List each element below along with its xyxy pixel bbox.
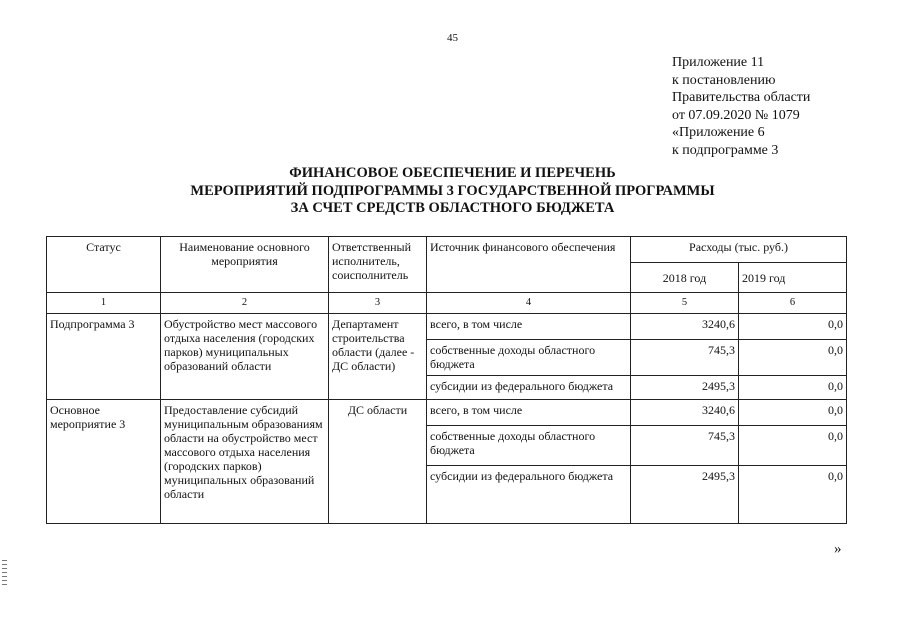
page-number: 45 — [447, 32, 458, 44]
closing-quote: » — [834, 541, 842, 557]
status-cell: Подпрограмма 3 — [47, 314, 161, 400]
source-cell: субсидии из федерального бюджета — [427, 466, 631, 524]
value-2019-cell: 0,0 — [739, 376, 847, 400]
column-number: 4 — [427, 293, 631, 314]
appendix-block — [672, 54, 810, 159]
appendix-line: Правительства области — [672, 90, 811, 105]
value-2018-cell: 745,3 — [631, 340, 739, 376]
title-line: ЗА СЧЕТ СРЕДСТВ ОБЛАСТНОГО БЮДЖЕТА — [290, 200, 615, 216]
value-2019-cell: 0,0 — [739, 426, 847, 466]
value-2019-cell: 0,0 — [739, 400, 847, 426]
column-number: 5 — [631, 293, 739, 314]
column-number: 6 — [739, 293, 847, 314]
value-2019-cell: 0,0 — [739, 340, 847, 376]
scan-margin-mark — [2, 560, 7, 586]
header-status: Статус — [47, 237, 161, 293]
column-number: 3 — [329, 293, 427, 314]
value-2018-cell: 2495,3 — [631, 466, 739, 524]
value-2018-cell: 2495,3 — [631, 376, 739, 400]
table-row — [47, 314, 847, 340]
header-year-2018: 2018 год — [631, 263, 739, 293]
header-row — [47, 237, 847, 263]
header-source: Источник финансового обеспечения — [427, 237, 631, 293]
financing-table — [46, 236, 847, 524]
column-number: 2 — [161, 293, 329, 314]
appendix-line: к подпрограмме 3 — [672, 142, 779, 158]
appendix-line: «Приложение 6 — [672, 125, 765, 140]
event-cell: Предоставление субсидий муниципальным образованиям области на обустройство мест массового отдыха населения (городских парков) муниципальных образований области — [161, 400, 329, 524]
header-year-2019: 2019 год — [739, 263, 847, 293]
value-2018-cell: 3240,6 — [631, 314, 739, 340]
header-executor: Ответственный исполнитель, соисполнитель — [329, 237, 427, 293]
appendix-line: к постановлению — [672, 72, 776, 88]
header-expenses: Расходы (тыс. руб.) — [631, 237, 847, 263]
status-cell: Основное мероприятие 3 — [47, 400, 161, 524]
title-line: ФИНАНСОВОЕ ОБЕСПЕЧЕНИЕ И ПЕРЕЧЕНЬ — [289, 165, 616, 181]
value-2018-cell: 745,3 — [631, 426, 739, 466]
source-cell: всего, в том числе — [427, 400, 631, 426]
value-2019-cell: 0,0 — [739, 314, 847, 340]
appendix-line: от 07.09.2020 № 1079 — [672, 107, 800, 123]
value-2019-cell: 0,0 — [739, 466, 847, 524]
column-number-row — [47, 293, 847, 314]
source-cell: субсидии из федерального бюджета — [427, 376, 631, 400]
source-cell: собственные доходы областного бюджета — [427, 426, 631, 466]
event-cell: Обустройство мест массового отдыха населения (городских парков) муниципальных образований области — [161, 314, 329, 400]
source-cell: всего, в том числе — [427, 314, 631, 340]
column-number: 1 — [47, 293, 161, 314]
source-cell: собственные доходы областного бюджета — [427, 340, 631, 376]
appendix-line: Приложение 11 — [672, 55, 765, 70]
executor-cell: ДС области — [329, 400, 427, 524]
title-line: МЕРОПРИЯТИЙ ПОДПРОГРАММЫ 3 ГОСУДАРСТВЕННОЙ ПРОГРАММЫ — [190, 182, 715, 199]
table-row — [47, 400, 847, 426]
header-event: Наименование основного мероприятия — [161, 237, 329, 293]
document-title — [0, 165, 905, 218]
value-2018-cell: 3240,6 — [631, 400, 739, 426]
executor-cell: Департамент строительства области (далее - ДС области) — [329, 314, 427, 400]
